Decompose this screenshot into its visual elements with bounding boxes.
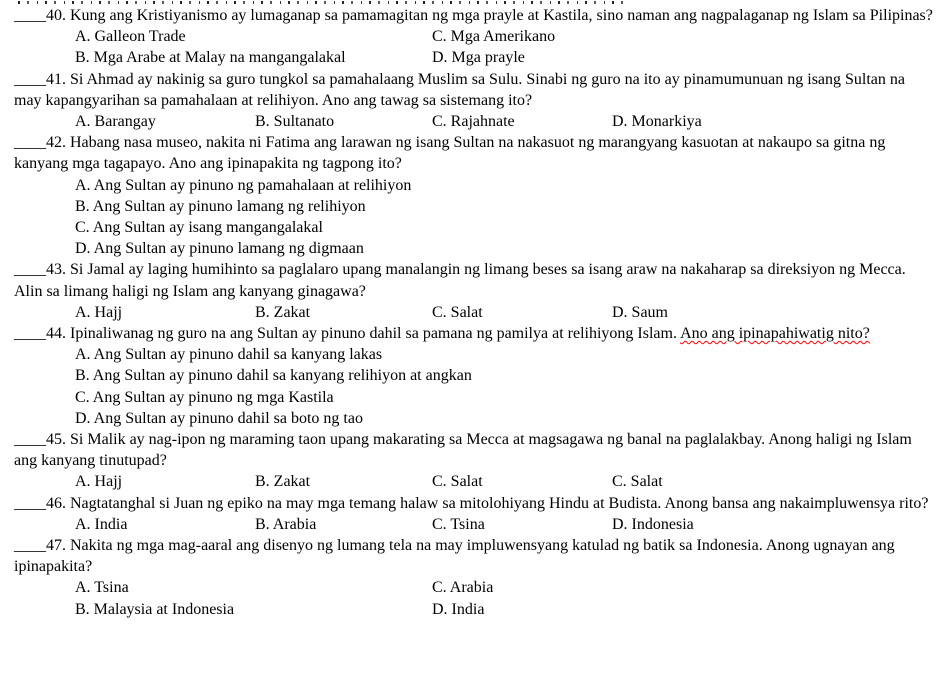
option-c: C. Salat (432, 473, 483, 491)
question-40-options (75, 26, 934, 68)
question-43 (14, 259, 934, 323)
question-text-spellcheck-marked: Ano ang ipinapahiwatig nito? (680, 325, 870, 343)
option-d: D. Saum (612, 303, 668, 321)
question-text: Habang nasa museo, nakita ni Fatima ang larawan ng isang Sultan na nakasuot ng marangyang kasuotan at nakaupo sa gitna ng kanyang mga tagapayo. Ano ang ipinapakita ng tagpong ito? (14, 134, 886, 173)
option-c: C. Arabia (432, 579, 494, 597)
question-41-options (75, 111, 934, 132)
option-b: B. Malaysia at Indonesia (75, 600, 235, 618)
option-c: C. Salat (432, 303, 483, 321)
option-c: C. Mga Amerikano (432, 28, 556, 46)
question-text: Kung ang Kristiyanismo ay lumaganap sa pamamagitan ng mga prayle at Kastila, sino naman ang nagpalaganap ng Islam sa Pilipinas? (70, 7, 933, 24)
question-text: Nagtatanghal si Juan ng epiko na may mga temang halaw sa mitolohiyang Hindu at Budista. Anong bansa ang nakaimpluwensya rito? (70, 494, 929, 512)
option-a: A. Tsina (75, 579, 129, 597)
option-a: A. Ang Sultan ay pinuno dahil sa kanyang lakas (75, 346, 383, 364)
question-text: Si Ahmad ay nakinig sa guro tungkol sa pamahalaang Muslim sa Sulu. Sinabi ng guro na ito ay pinamumunuan ng isang Sultan na may kapangyarihan sa pamahalaan at relihiyon. Ano ang tawag sa sistemang ito? (14, 70, 906, 109)
question-45-text (14, 429, 934, 471)
question-45 (14, 429, 934, 493)
question-47-text (14, 535, 934, 577)
clipped-text-fragment-line (18, 1, 623, 4)
option-b: B. Ang Sultan ay pinuno dahil sa kanyang relihiyon at angkan (75, 367, 472, 385)
answer-blank-label: ____43. (14, 261, 70, 279)
option-b: B. Mga Arabe at Malay na mangangalakal (75, 49, 346, 67)
question-46 (14, 493, 934, 535)
option-a: A. India (75, 515, 128, 533)
answer-blank-label: ____47. (14, 537, 70, 555)
question-46-text (14, 493, 934, 514)
question-44-text (14, 323, 934, 344)
option-a: A. Barangay (75, 113, 156, 131)
question-text: Ipinaliwanag ng guro na ang Sultan ay pinuno dahil sa pamana ng pamilya at relihiyong Islam. (70, 325, 681, 343)
option-d: D. Monarkiya (612, 113, 702, 131)
question-42 (14, 132, 934, 259)
option-d: D. Mga prayle (432, 49, 525, 67)
option-d: D. India (432, 600, 485, 618)
question-44 (14, 323, 934, 429)
answer-blank-label: ____44. (14, 325, 70, 343)
option-b: B. Zakat (255, 303, 311, 321)
option-d: D. Ang Sultan ay pinuno dahil sa boto ng tao (75, 409, 363, 427)
clipped-text-fragments (14, 0, 934, 5)
question-41-text (14, 69, 934, 111)
option-a: A. Ang Sultan ay pinuno ng pamahalaan at relihiyon (75, 176, 412, 194)
question-41 (14, 69, 934, 133)
question-47 (14, 535, 934, 620)
answer-blank-label: ____42. (14, 134, 70, 152)
option-a: A. Hajj (75, 473, 123, 491)
question-43-options (75, 302, 934, 323)
answer-blank-label: ____46. (14, 494, 70, 512)
option-d: D. Indonesia (612, 515, 694, 533)
question-42-text (14, 132, 934, 174)
answer-blank-label: ____40. (14, 7, 70, 24)
question-40-text (14, 5, 934, 26)
option-a: A. Galleon Trade (75, 28, 186, 46)
question-47-options (75, 577, 934, 619)
option-c-duplicate: C. Salat (612, 473, 663, 491)
option-c: C. Ang Sultan ay pinuno ng mga Kastila (75, 388, 334, 406)
option-b: B. Ang Sultan ay pinuno lamang ng relihiyon (75, 197, 366, 215)
option-b: B. Zakat (255, 473, 311, 491)
question-46-options (75, 514, 934, 535)
option-a: A. Hajj (75, 303, 123, 321)
question-text: Si Jamal ay laging humihinto sa paglalaro upang manalangin ng limang beses sa isang araw na nakaharap sa direksiyon ng Mecca. Alin sa limang haligi ng Islam ang kanyang ginagawa? (14, 261, 906, 300)
question-text: Nakita ng mga mag-aaral ang disenyo ng lumang tela na may impluwensyang katulad ng batik sa Indonesia. Anong ugnayan ang ipinapakita? (14, 537, 895, 576)
option-c: C. Tsina (432, 515, 485, 533)
option-c: C. Rajahnate (432, 113, 515, 131)
option-b: B. Arabia (255, 515, 317, 533)
question-45-options (75, 471, 934, 492)
answer-blank-label: ____45. (14, 431, 70, 449)
option-d: D. Ang Sultan ay pinuno lamang ng digmaan (75, 240, 364, 258)
option-b: B. Sultanato (255, 113, 335, 131)
question-40 (14, 5, 934, 69)
answer-blank-label: ____41. (14, 70, 70, 88)
question-43-text (14, 259, 934, 301)
question-text: Si Malik ay nag-ipon ng maraming taon upang makarating sa Mecca at magsagawa ng banal na paglalakbay. Anong haligi ng Islam ang kanyang tinutupad? (14, 431, 912, 470)
option-c: C. Ang Sultan ay isang mangangalakal (75, 219, 323, 237)
